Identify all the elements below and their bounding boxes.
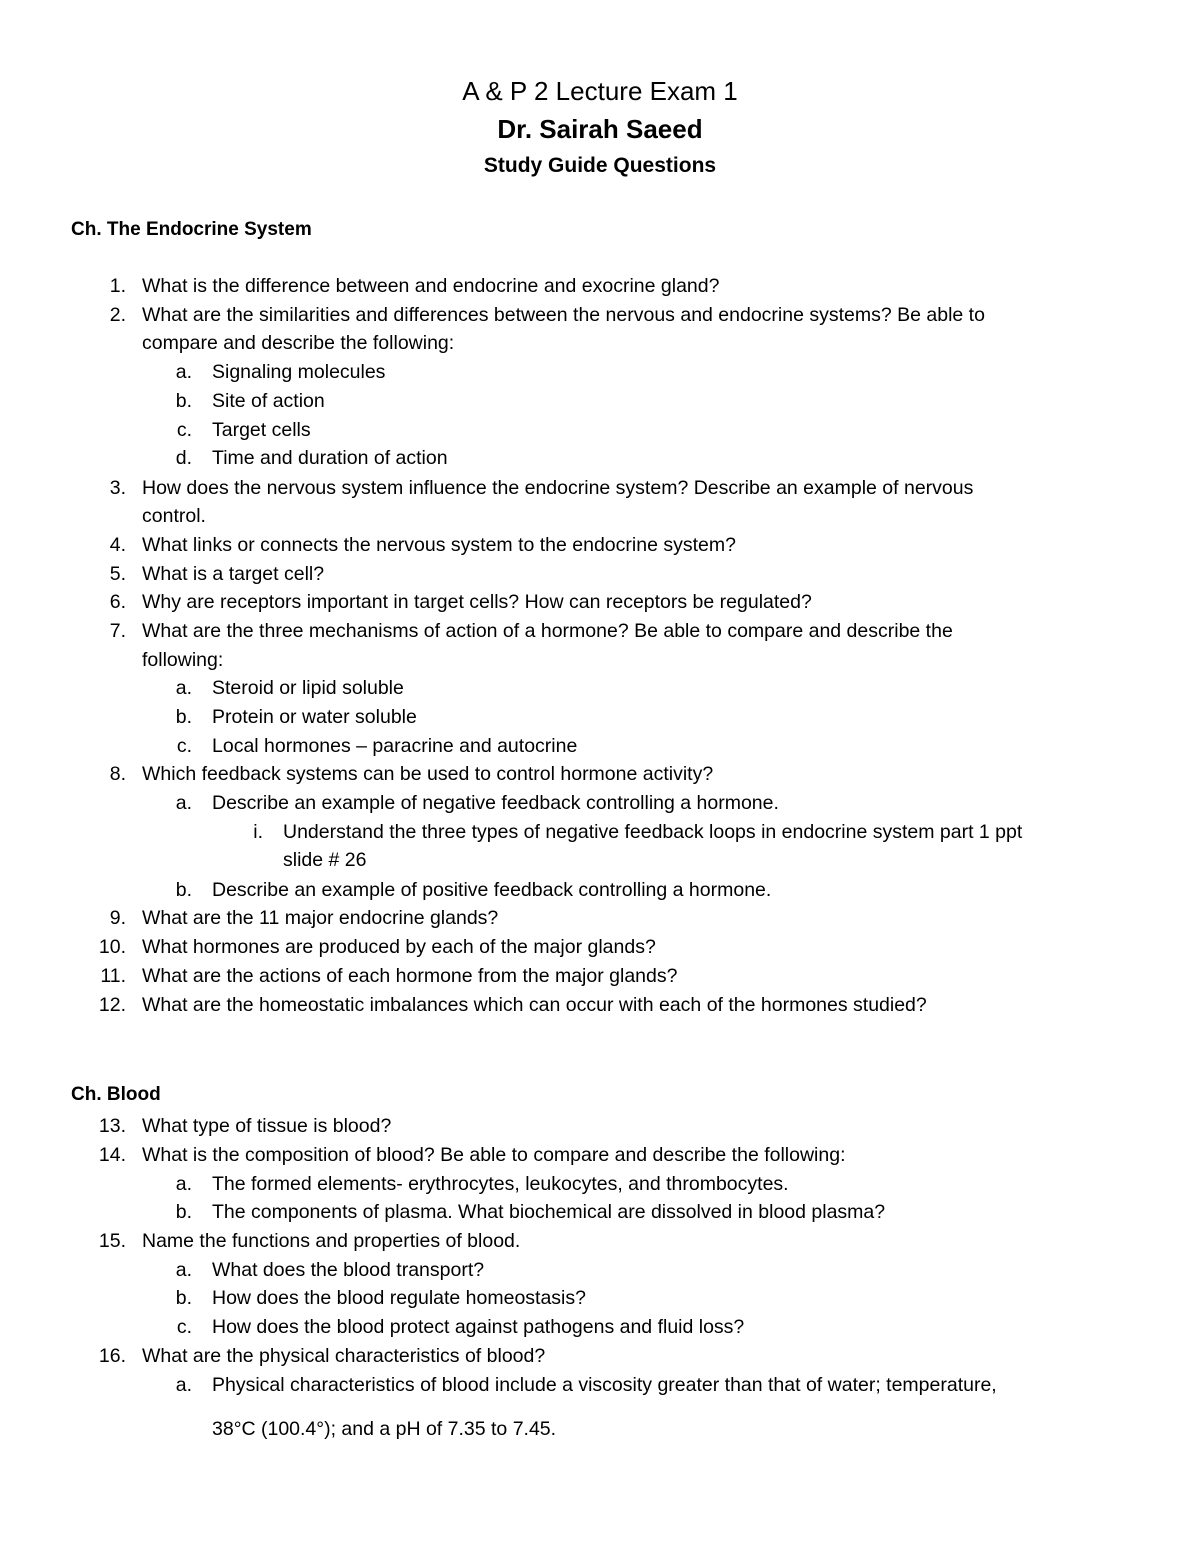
list-item-text: following: <box>142 649 224 671</box>
list-item-number: 12. <box>98 994 126 1016</box>
list-item-number: 9. <box>109 907 126 929</box>
section-heading-endocrine: Ch. The Endocrine System <box>71 219 312 240</box>
list-item-text: The components of plasma. What biochemical are dissolved in blood plasma? <box>212 1201 886 1223</box>
list-item-number: 4. <box>109 534 126 556</box>
list-item-text: What are the three mechanisms of action of a hormone? Be able to compare and describe the <box>142 620 953 642</box>
list-item-number: i. <box>253 821 263 843</box>
list-item-text: What hormones are produced by each of the major glands? <box>142 936 656 958</box>
list-item-text: What is a target cell? <box>142 563 325 585</box>
list-item-number: c. <box>176 419 192 441</box>
list-item-text: What are the similarities and differences between the nervous and endocrine systems? Be able to <box>142 304 985 326</box>
list-item-number: a. <box>175 1374 192 1396</box>
list-item-text: How does the blood regulate homeostasis? <box>212 1287 586 1309</box>
list-item-text: What is the difference between and endocrine and exocrine gland? <box>142 275 720 297</box>
list-item-text: Local hormones – paracrine and autocrine <box>212 735 578 757</box>
list-item-number: 15. <box>98 1230 126 1252</box>
list-item-text: Protein or water soluble <box>212 706 417 728</box>
list-item-number: c. <box>176 735 192 757</box>
list-item-text: Describe an example of positive feedback controlling a hormone. <box>212 879 772 901</box>
list-item-number: 14. <box>98 1144 126 1166</box>
list-item-text: What are the physical characteristics of blood? <box>142 1345 546 1367</box>
list-item-text: How does the nervous system influence the endocrine system? Describe an example of nervous <box>142 477 974 499</box>
list-item-text: Which feedback systems can be used to control hormone activity? <box>142 763 714 785</box>
list-item-text: Target cells <box>212 419 311 441</box>
document-subtitle: Study Guide Questions <box>483 154 717 177</box>
list-item-text: What links or connects the nervous system to the endocrine system? <box>142 534 736 556</box>
list-item-number: 13. <box>98 1115 126 1137</box>
list-item-text: compare and describe the following: <box>142 332 455 354</box>
list-item-number: b. <box>175 879 192 901</box>
list-item-number: 2. <box>109 304 126 326</box>
list-item-number: 6. <box>109 591 126 613</box>
list-item-number: b. <box>175 706 192 728</box>
list-item-text: Understand the three types of negative feedback loops in endocrine system part 1 ppt <box>283 821 1023 843</box>
list-item-number: a. <box>175 677 192 699</box>
list-item-text: 38°C (100.4°); and a pH of 7.35 to 7.45. <box>212 1418 557 1440</box>
list-item-text: slide # 26 <box>283 849 367 871</box>
list-item-number: 16. <box>98 1345 126 1367</box>
list-item-number: 7. <box>109 620 126 642</box>
list-item-text: Time and duration of action <box>212 447 448 469</box>
list-item-number: a. <box>175 361 192 383</box>
list-item-number: b. <box>175 1201 192 1223</box>
list-item-text: What type of tissue is blood? <box>142 1115 392 1137</box>
list-item-text: control. <box>142 505 206 527</box>
list-item-text: Signaling molecules <box>212 361 386 383</box>
list-item-number: 3. <box>109 477 126 499</box>
list-item-text: Why are receptors important in target cells? How can receptors be regulated? <box>142 591 812 613</box>
list-item-number: 10. <box>98 936 126 958</box>
list-item-text: Physical characteristics of blood include a viscosity greater than that of water; temperature, <box>212 1374 997 1396</box>
list-item-text: How does the blood protect against pathogens and fluid loss? <box>212 1316 745 1338</box>
list-item-number: a. <box>175 792 192 814</box>
list-item-text: Name the functions and properties of blood. <box>142 1230 521 1252</box>
list-item-text: The formed elements- erythrocytes, leukocytes, and thrombocytes. <box>212 1173 789 1195</box>
list-item-text: What are the 11 major endocrine glands? <box>142 907 499 929</box>
list-item-number: a. <box>175 1259 192 1281</box>
list-item-text: Steroid or lipid soluble <box>212 677 404 699</box>
list-item-number: 5. <box>109 563 126 585</box>
list-item-number: a. <box>175 1173 192 1195</box>
list-item-number: 8. <box>109 763 126 785</box>
document-title: A & P 2 Lecture Exam 1 <box>462 76 738 106</box>
list-item-text: What are the actions of each hormone from the major glands? <box>142 965 678 987</box>
list-item-text: What is the composition of blood? Be able to compare and describe the following: <box>142 1144 846 1166</box>
instructor-name: Dr. Sairah Saeed <box>497 114 703 144</box>
list-item-number: b. <box>175 390 192 412</box>
list-item-text: What are the homeostatic imbalances which can occur with each of the hormones studied? <box>142 994 927 1016</box>
list-item-number: 1. <box>109 275 126 297</box>
list-item-number: b. <box>175 1287 192 1309</box>
list-item-number: d. <box>175 447 192 469</box>
list-item-text: Site of action <box>212 390 325 412</box>
list-item-text: Describe an example of negative feedback controlling a hormone. <box>212 792 779 814</box>
list-item-number: 11. <box>100 965 126 987</box>
list-item-text: What does the blood transport? <box>212 1259 485 1281</box>
list-item-number: c. <box>176 1316 192 1338</box>
section-heading-blood: Ch. Blood <box>71 1084 161 1105</box>
